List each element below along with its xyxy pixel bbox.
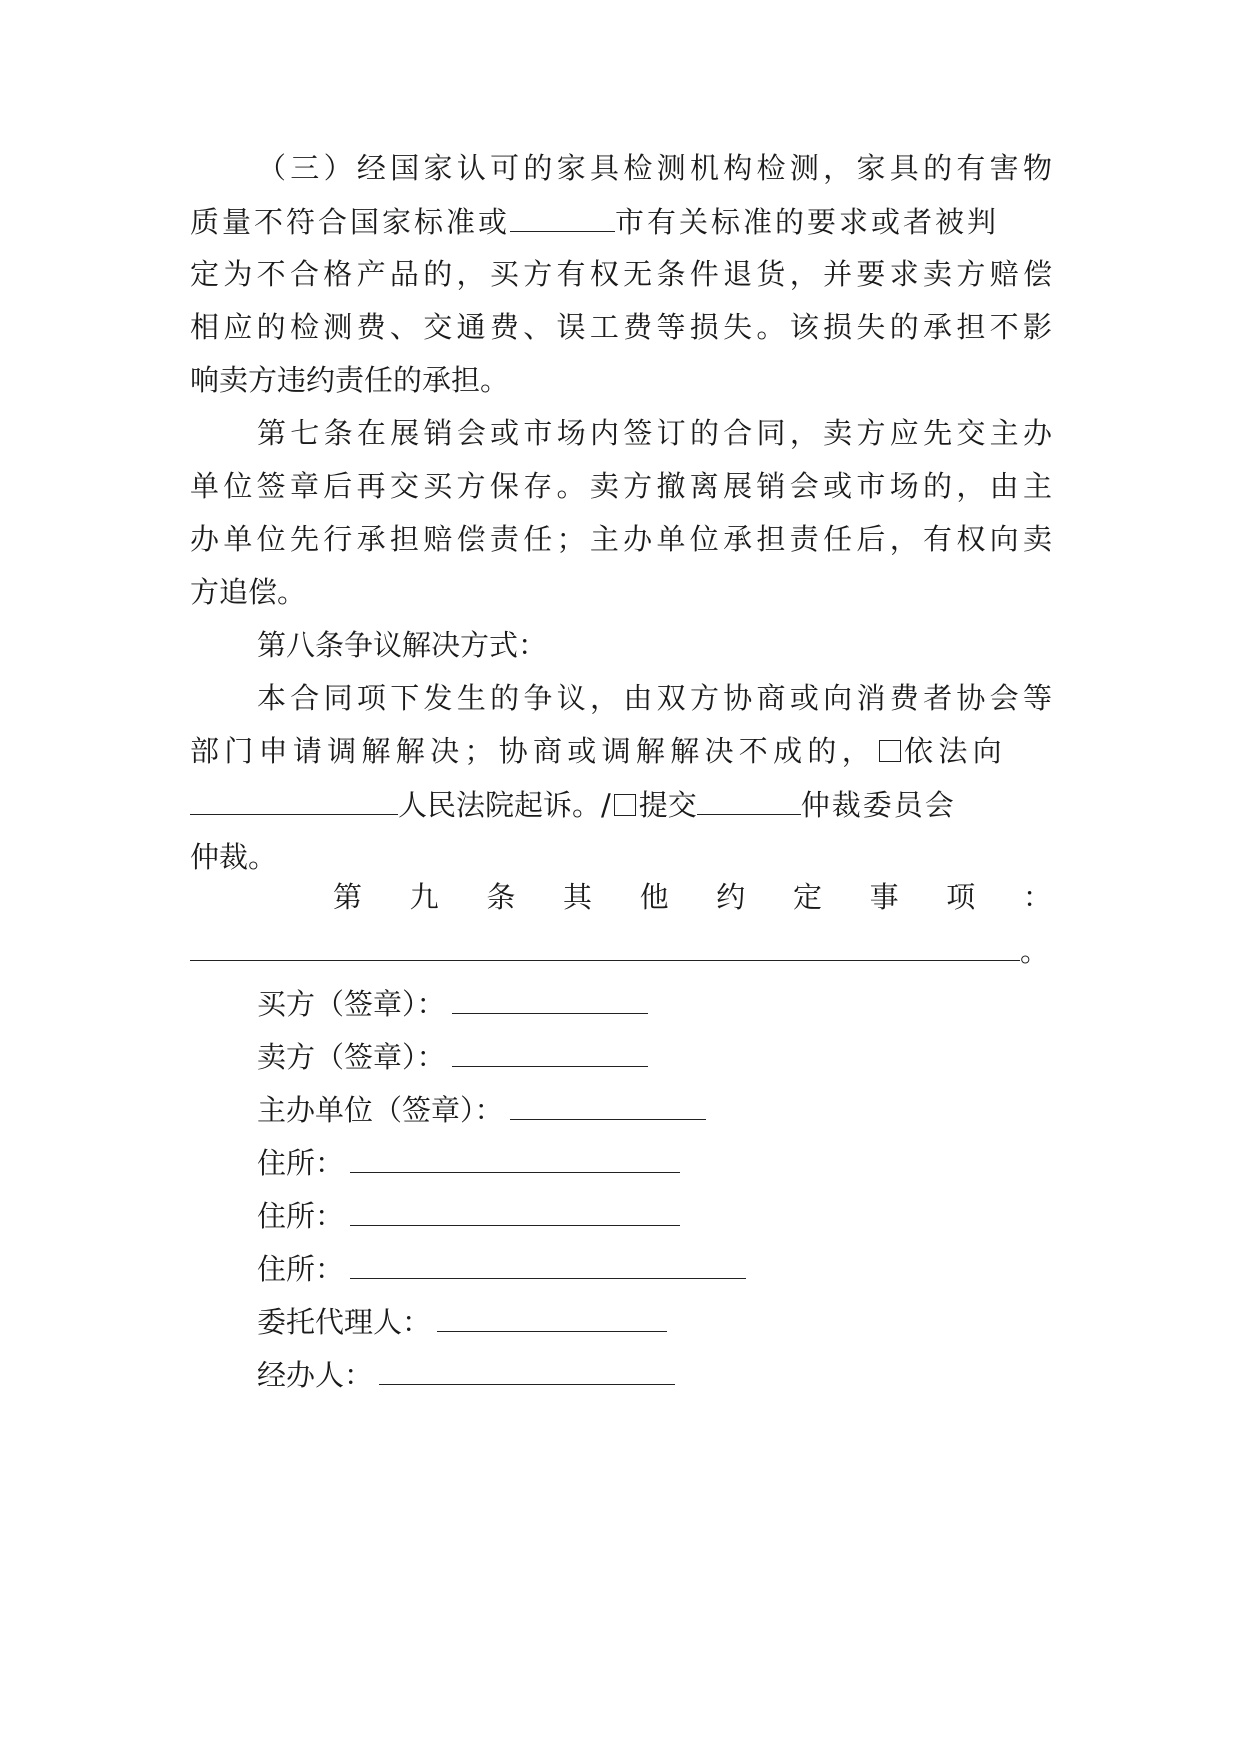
- signature-label: 住所：: [257, 1252, 345, 1286]
- article-seven-line-3: 办单位先行承担赔偿责任；主办单位承担责任后，有权向卖: [190, 522, 1052, 556]
- buyer-signature-blank[interactable]: [452, 983, 648, 1014]
- article-eight-line-4: 仲裁。: [190, 840, 278, 874]
- organizer-signature-blank[interactable]: [510, 1089, 706, 1120]
- article-nine-char: 约: [716, 880, 746, 914]
- city-standard-blank[interactable]: [510, 201, 615, 232]
- signature-row-seller: [257, 1036, 1052, 1076]
- article-nine-blank-line: [190, 930, 1052, 970]
- address-blank-3[interactable]: [350, 1248, 746, 1279]
- address-blank-2[interactable]: [350, 1195, 680, 1226]
- clause-three-line-5: 响卖方违约责任的承担。: [190, 363, 510, 397]
- signature-label: 经办人：: [257, 1358, 374, 1392]
- handler-blank[interactable]: [379, 1354, 675, 1385]
- article-eight-text-d: 提交: [638, 788, 697, 822]
- signature-label: 主办单位（签章）：: [257, 1093, 504, 1127]
- article-eight-title: 第八条争议解决方式：: [257, 628, 548, 662]
- clause-three-text-a: 质量不符合国家标准或: [190, 205, 511, 239]
- clause-three-text-b: 市有关标准的要求或者被判: [615, 205, 1000, 239]
- article-nine-end: 。: [1020, 934, 1050, 968]
- clause-three-line-2: [190, 201, 1052, 241]
- other-terms-blank[interactable]: [190, 930, 1020, 961]
- clause-three-line-1: （三）经国家认可的家具检测机构检测，家具的有害物: [257, 151, 1052, 185]
- court-name-blank[interactable]: [190, 784, 398, 815]
- article-eight-line-2: [190, 731, 1052, 771]
- article-nine-char: 九: [409, 880, 439, 914]
- signature-row-address-1: [257, 1142, 1052, 1182]
- court-checkbox[interactable]: [879, 740, 901, 762]
- article-nine-char: 第: [333, 880, 363, 914]
- signature-label: 卖方（签章）：: [257, 1040, 446, 1074]
- signature-row-agent: [257, 1301, 1052, 1341]
- article-seven-line-2: 单位签章后再交买方保存。卖方撤离展销会或市场的，由主: [190, 469, 1052, 503]
- article-nine-char: 项: [946, 880, 976, 914]
- signature-label: 委托代理人：: [257, 1305, 432, 1339]
- agent-blank[interactable]: [437, 1301, 667, 1332]
- signature-row-address-2: [257, 1195, 1052, 1235]
- article-eight-text-c: 人民法院起诉。/: [398, 788, 611, 822]
- address-blank-1[interactable]: [350, 1142, 680, 1173]
- arbitration-checkbox[interactable]: [614, 794, 636, 816]
- signature-row-buyer: [257, 983, 1052, 1023]
- article-eight-line-3: [190, 784, 1052, 824]
- article-seven-line-4: 方追偿。: [190, 575, 307, 609]
- signature-label: 买方（签章）：: [257, 987, 446, 1021]
- article-nine-char: 条: [486, 880, 516, 914]
- arbitration-name-blank[interactable]: [697, 784, 801, 815]
- article-nine-char: 其: [562, 880, 592, 914]
- article-nine-char: 定: [792, 880, 822, 914]
- article-eight-text-e: 仲裁委员会: [800, 788, 956, 822]
- clause-three-line-3: 定为不合格产品的，买方有权无条件退货，并要求卖方赔偿: [190, 257, 1052, 291]
- article-eight-text-b: 依法向: [904, 734, 1007, 768]
- signature-label: 住所：: [257, 1146, 345, 1180]
- seller-signature-blank[interactable]: [452, 1036, 648, 1067]
- article-nine-title: [333, 877, 1052, 917]
- signature-row-organizer: [257, 1089, 1052, 1129]
- article-eight-text-a: 部门申请调解解决；协商或调解解决不成的，: [190, 734, 877, 768]
- article-nine-char: 事: [869, 880, 899, 914]
- signature-row-address-3: [257, 1248, 1052, 1288]
- clause-three-line-4: 相应的检测费、交通费、误工费等损失。该损失的承担不影: [190, 310, 1052, 344]
- article-seven-line-1: 第七条在展销会或市场内签订的合同，卖方应先交主办: [257, 416, 1052, 450]
- article-nine-char: ：: [1022, 880, 1052, 914]
- article-nine-char: 他: [639, 880, 669, 914]
- article-eight-line-1: 本合同项下发生的争议，由双方协商或向消费者协会等: [257, 681, 1052, 715]
- signature-label: 住所：: [257, 1199, 345, 1233]
- signature-row-handler: [257, 1354, 1052, 1394]
